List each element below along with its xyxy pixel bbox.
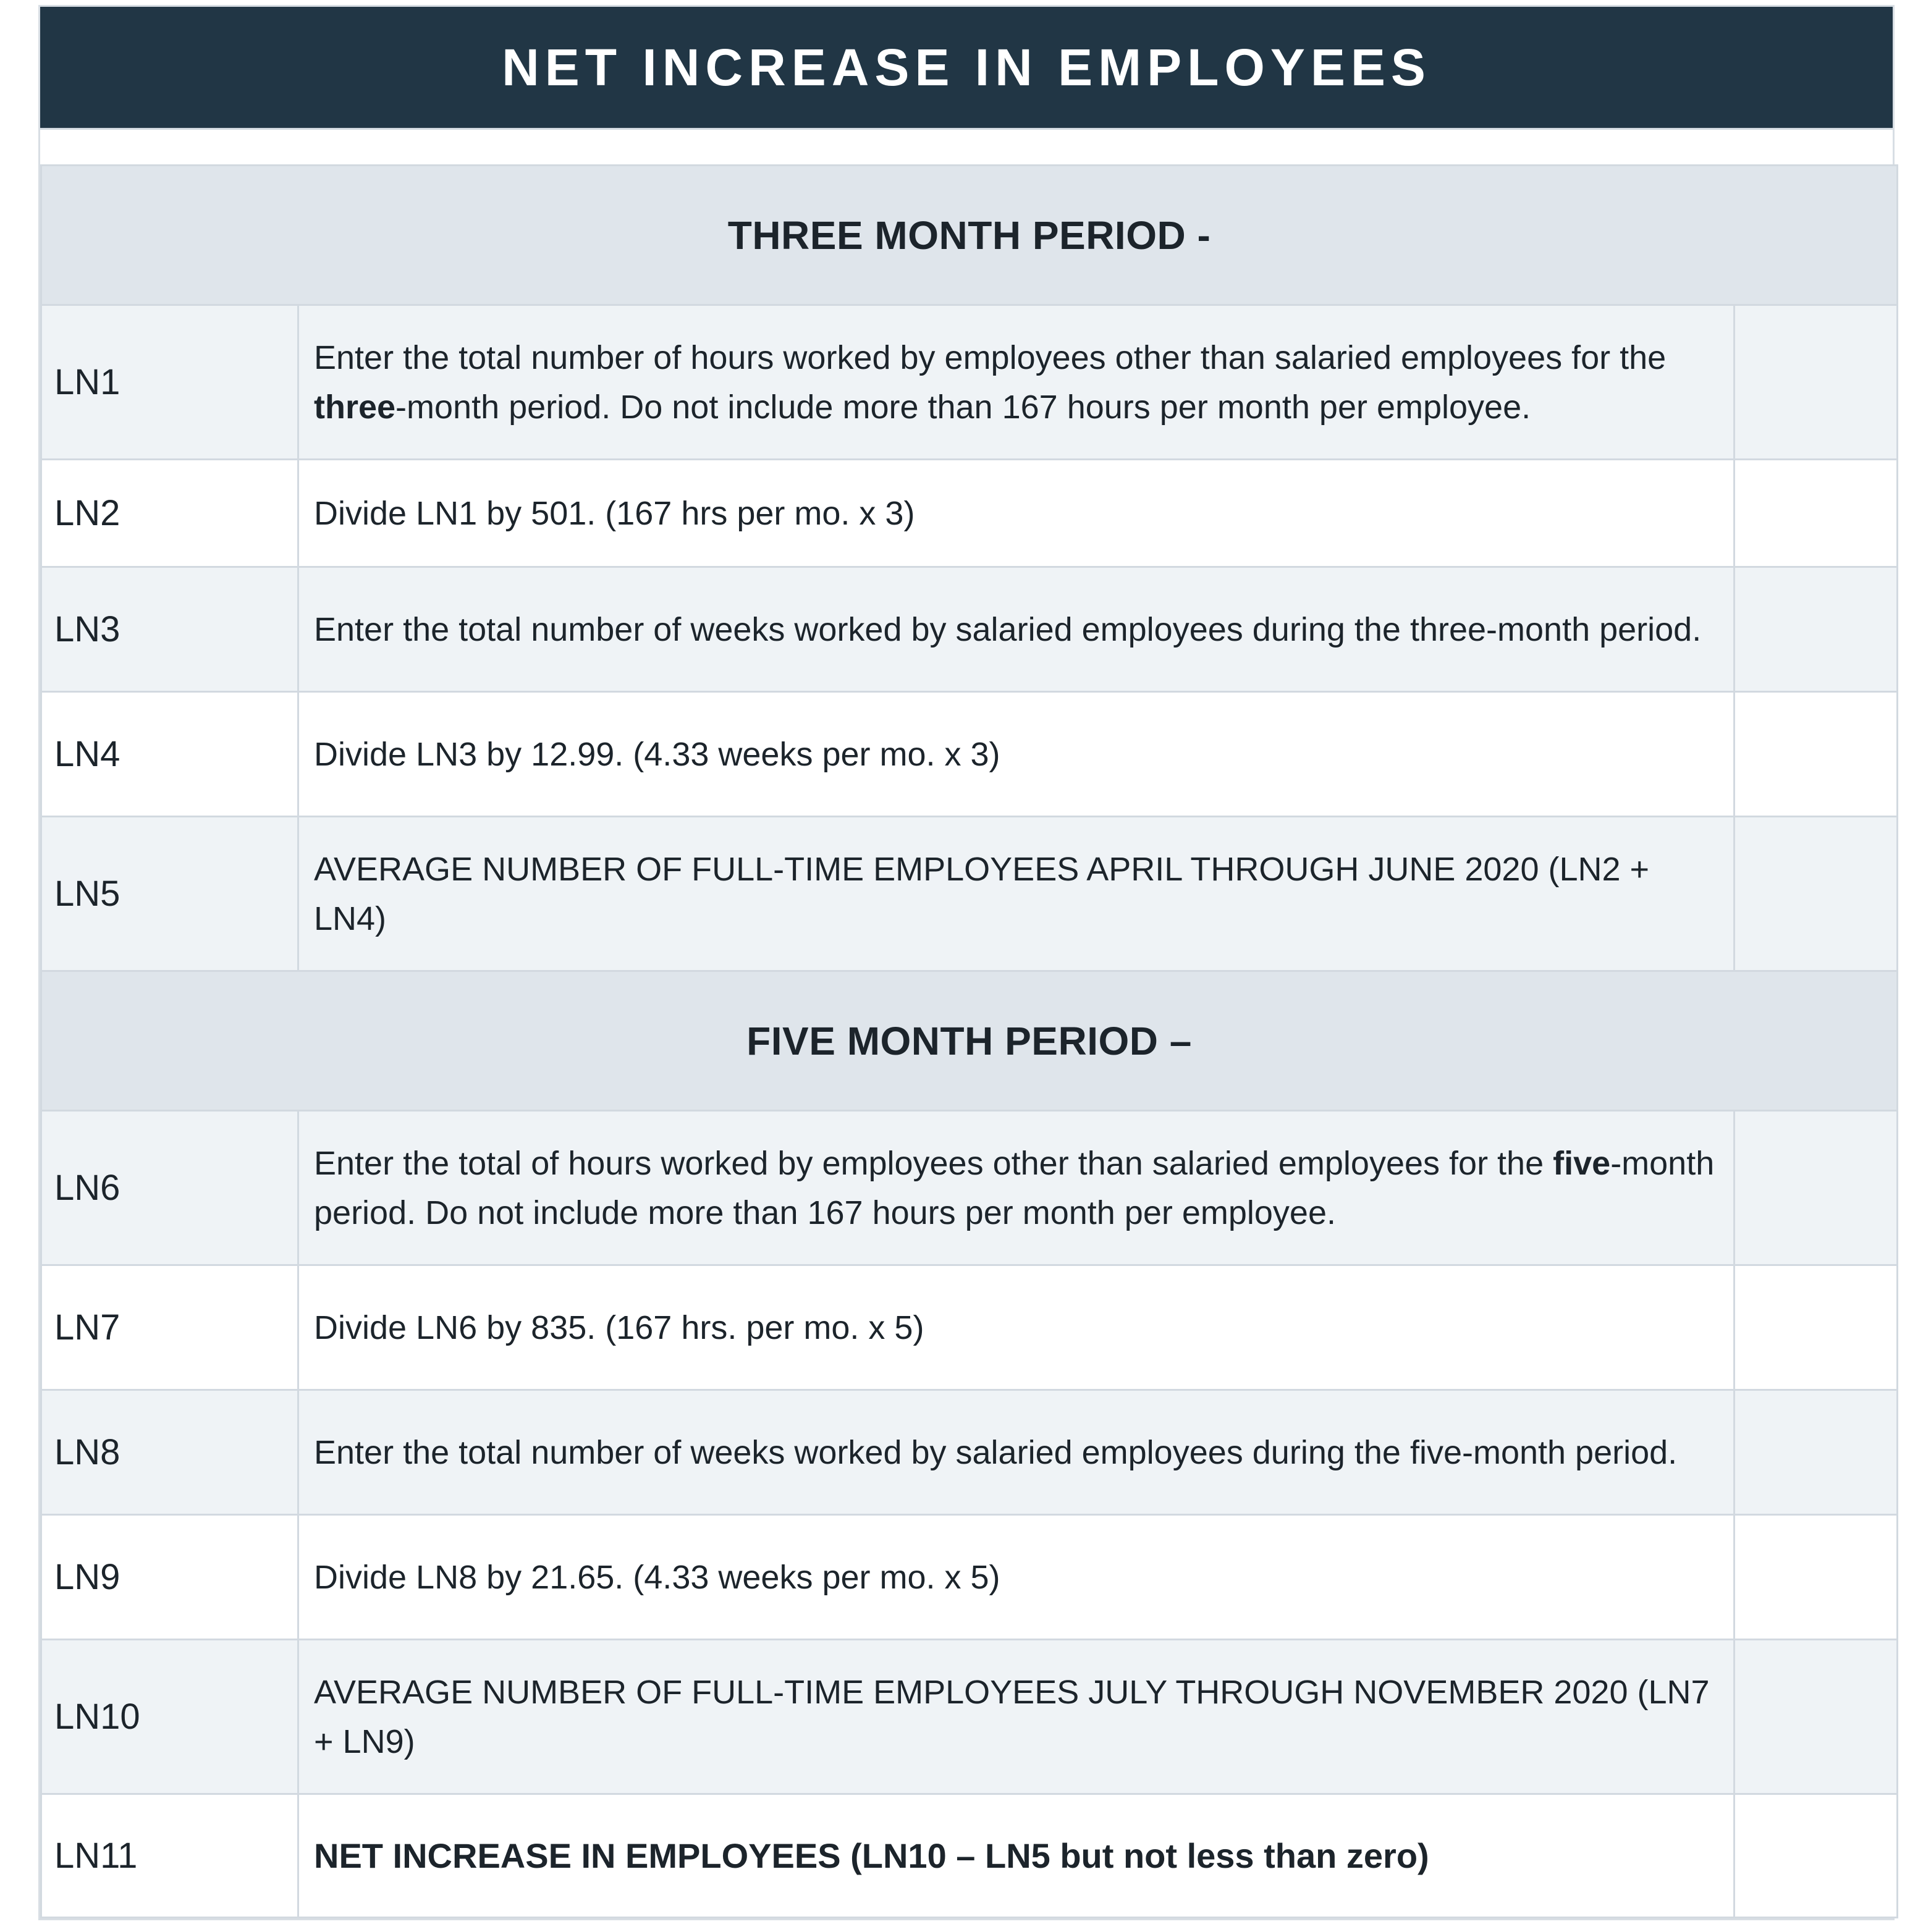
table-row-ln3 bbox=[41, 567, 1898, 692]
table-row-ln11 bbox=[41, 1794, 1898, 1918]
line-description: AVERAGE NUMBER OF FULL-TIME EMPLOYEES JULY THROUGH NOVEMBER 2020 (LN7 + LN9) bbox=[298, 1640, 1735, 1794]
line-description: Enter the total number of weeks worked by salaried employees during the three-month period. bbox=[298, 567, 1735, 692]
worksheet bbox=[38, 5, 1895, 1920]
table-row-ln8 bbox=[41, 1390, 1898, 1515]
line-description: Enter the total number of weeks worked by salaried employees during the five-month period. bbox=[298, 1390, 1735, 1515]
line-text-emphasis: five bbox=[1553, 1144, 1611, 1182]
line-id: LN10 bbox=[41, 1640, 298, 1794]
line-text-part: Enter the total number of hours worked by employees other than salaried employees for the bbox=[314, 339, 1667, 376]
answer-field-ln6[interactable] bbox=[1735, 1111, 1898, 1265]
table-row-ln2 bbox=[41, 460, 1898, 567]
answer-field-ln8[interactable] bbox=[1735, 1390, 1898, 1515]
line-text-part: Enter the total of hours worked by employees other than salaried employees for the bbox=[314, 1144, 1553, 1182]
line-id: LN7 bbox=[41, 1265, 298, 1390]
answer-field-ln1[interactable] bbox=[1735, 305, 1898, 460]
section-heading: THREE MONTH PERIOD - bbox=[41, 166, 1898, 305]
section-header-five-month bbox=[41, 971, 1898, 1111]
line-id: LN4 bbox=[41, 692, 298, 817]
table-row-ln9 bbox=[41, 1515, 1898, 1640]
line-description: Divide LN1 by 501. (167 hrs per mo. x 3) bbox=[298, 460, 1735, 567]
line-description: Divide LN8 by 21.65. (4.33 weeks per mo. x 5) bbox=[298, 1515, 1735, 1640]
table-row-ln5 bbox=[41, 817, 1898, 971]
spacer-row bbox=[40, 128, 1893, 164]
answer-field-ln10[interactable] bbox=[1735, 1640, 1898, 1794]
table-row-ln4 bbox=[41, 692, 1898, 817]
line-id: LN9 bbox=[41, 1515, 298, 1640]
line-id: LN2 bbox=[41, 460, 298, 567]
page-title: NET INCREASE IN EMPLOYEES bbox=[502, 38, 1431, 96]
line-id: LN1 bbox=[41, 305, 298, 460]
worksheet-table bbox=[40, 164, 1898, 1918]
line-id: LN5 bbox=[41, 817, 298, 971]
line-id: LN8 bbox=[41, 1390, 298, 1515]
answer-field-ln11[interactable] bbox=[1735, 1794, 1898, 1918]
line-id: LN6 bbox=[41, 1111, 298, 1265]
answer-field-ln2[interactable] bbox=[1735, 460, 1898, 567]
table-row-ln10 bbox=[41, 1640, 1898, 1794]
answer-field-ln3[interactable] bbox=[1735, 567, 1898, 692]
section-heading: FIVE MONTH PERIOD – bbox=[41, 971, 1898, 1111]
line-text-emphasis: three bbox=[314, 388, 396, 426]
table-row-ln6 bbox=[41, 1111, 1898, 1265]
line-text-part: -month period. Do not include more than 167 hours per month per employee. bbox=[314, 1144, 1715, 1231]
section-header-three-month bbox=[41, 166, 1898, 305]
answer-field-ln5[interactable] bbox=[1735, 817, 1898, 971]
table-row-ln7 bbox=[41, 1265, 1898, 1390]
line-id: LN11 bbox=[41, 1794, 298, 1918]
line-description bbox=[298, 1111, 1735, 1265]
line-description: NET INCREASE IN EMPLOYEES (LN10 – LN5 but not less than zero) bbox=[298, 1794, 1735, 1918]
title-bar bbox=[40, 7, 1893, 128]
line-id: LN3 bbox=[41, 567, 298, 692]
line-description: Divide LN3 by 12.99. (4.33 weeks per mo. x 3) bbox=[298, 692, 1735, 817]
answer-field-ln4[interactable] bbox=[1735, 692, 1898, 817]
table-row-ln1 bbox=[41, 305, 1898, 460]
line-text-part: -month period. Do not include more than 167 hours per month per employee. bbox=[395, 388, 1531, 426]
line-description: AVERAGE NUMBER OF FULL-TIME EMPLOYEES APRIL THROUGH JUNE 2020 (LN2 + LN4) bbox=[298, 817, 1735, 971]
line-description: Divide LN6 by 835. (167 hrs. per mo. x 5) bbox=[298, 1265, 1735, 1390]
answer-field-ln9[interactable] bbox=[1735, 1515, 1898, 1640]
answer-field-ln7[interactable] bbox=[1735, 1265, 1898, 1390]
line-description bbox=[298, 305, 1735, 460]
